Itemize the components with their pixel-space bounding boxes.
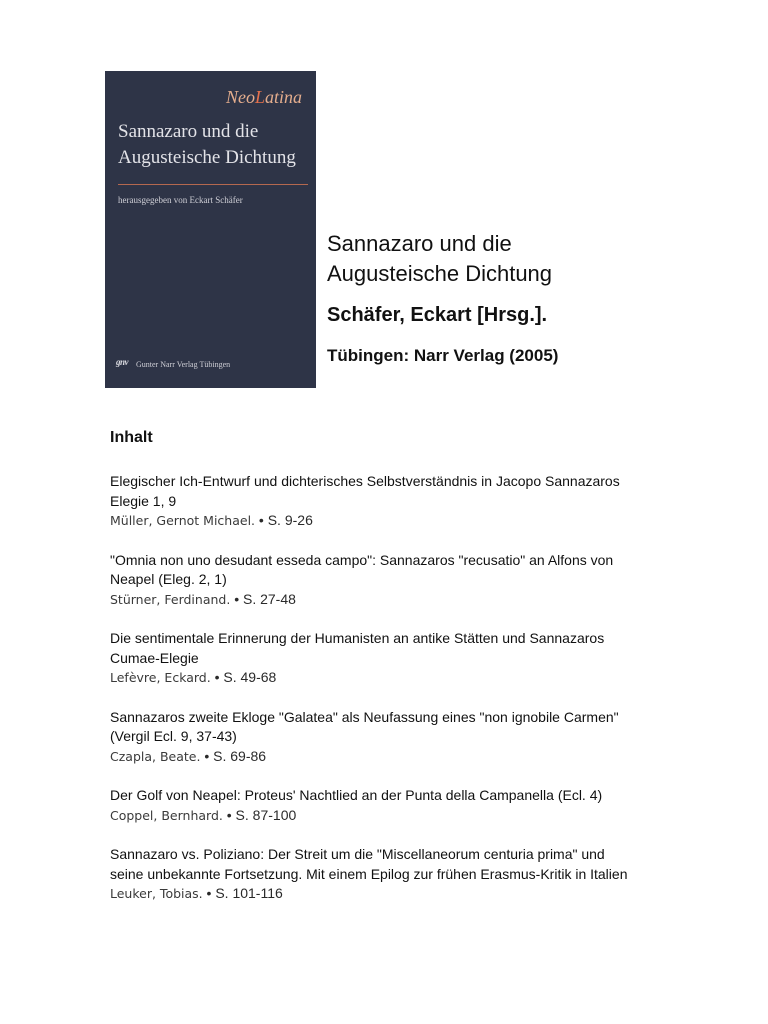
publisher-logo: gnv <box>116 357 128 367</box>
cover-editor: herausgegeben von Eckart Schäfer <box>118 195 243 205</box>
toc-entry-title-line: Sannazaros zweite Ekloge "Galatea" als Neufassung eines "non ignobile Carmen" <box>110 708 619 725</box>
book-title-line: Augusteische Dichtung <box>327 261 553 286</box>
toc-entry-pages: • S. 101-116 <box>206 885 283 901</box>
toc-entry-author: Czapla, Beate. <box>110 748 201 764</box>
toc-entry-title <box>110 786 710 806</box>
toc-entry-meta <box>110 747 710 767</box>
table-of-contents <box>110 472 710 924</box>
toc-entry-title <box>110 845 710 884</box>
book-publisher: Tübingen: Narr Verlag (2005) <box>327 346 559 365</box>
toc-entry <box>110 708 710 767</box>
toc-entry-meta <box>110 590 710 610</box>
toc-entry <box>110 786 710 825</box>
toc-entry-title-line: Cumae-Elegie <box>110 649 199 666</box>
toc-entry-title <box>110 551 710 590</box>
book-title-line: Sannazaro und die <box>327 231 512 256</box>
toc-entry-title-line: Sannazaro vs. Poliziano: Der Streit um die "Miscellaneorum centuria prima" und <box>110 846 605 862</box>
toc-entry-pages: • S. 69-86 <box>204 747 267 764</box>
toc-entry-author: Stürner, Ferdinand. <box>110 591 231 607</box>
toc-entry-meta <box>110 668 710 688</box>
toc-entry-title <box>110 629 710 668</box>
toc-entry-title-line: Elegie 1, 9 <box>110 492 177 509</box>
toc-entry-title-line: seine unbekannte Fortsetzung. Mit einem Epilog zur frühen Erasmus-Kritik in Italien <box>110 865 628 882</box>
toc-entry-title-line: Die sentimentale Erinnerung der Humanisten an antike Stätten und Sannazaros <box>110 630 605 646</box>
book-author: Schäfer, Eckart [Hrsg.]. <box>327 304 548 326</box>
toc-entry-pages: • S. 49-68 <box>214 669 277 685</box>
toc-entry-author: Müller, Gernot Michael. <box>110 513 256 528</box>
toc-entry-title-line: Der Golf von Neapel: Proteus' Nachtlied an der Punta della Campanella (Ecl. 4) <box>110 787 603 803</box>
toc-entry-title <box>110 708 710 747</box>
book-title <box>327 229 552 289</box>
toc-entry-title-line: Elegischer Ich-Entwurf und dichterisches Selbstverständnis in Jacopo Sannazaros <box>110 473 620 489</box>
toc-entry-title-line: Neapel (Eleg. 2, 1) <box>110 571 227 587</box>
toc-entry-pages: • S. 9-26 <box>258 512 313 528</box>
toc-entry-title-line: (Vergil Ecl. 9, 37-43) <box>110 728 237 744</box>
toc-entry-meta <box>110 806 710 826</box>
contents-heading: Inhalt <box>110 429 153 446</box>
toc-entry-pages: • S. 27-48 <box>234 590 296 607</box>
cover-publisher: Gunter Narr Verlag Tübingen <box>136 360 231 369</box>
toc-entry-meta <box>110 884 710 904</box>
toc-entry-author: Coppel, Bernhard. <box>110 807 223 823</box>
toc-entry <box>110 551 710 610</box>
toc-entry <box>110 472 710 531</box>
cover-title-line: Augusteische Dichtung <box>118 147 296 168</box>
toc-entry-author: Leuker, Tobias. <box>110 886 203 901</box>
toc-entry-pages: • S. 87-100 <box>226 806 297 823</box>
cover-title-line: Sannazaro und die <box>118 121 259 142</box>
cover-series-name: NeoLatina <box>225 87 302 107</box>
cover-divider <box>118 184 308 185</box>
toc-entry <box>110 845 710 904</box>
cover-title <box>118 119 313 171</box>
toc-entry-author: Lefèvre, Eckard. <box>110 670 211 685</box>
toc-entry-title <box>110 472 710 511</box>
toc-entry-title-line: "Omnia non uno desudant esseda campo": Sannazaros "recusatio" an Alfons von <box>110 551 614 568</box>
toc-entry-meta <box>110 511 710 531</box>
toc-entry <box>110 629 710 688</box>
book-cover-image <box>105 71 316 388</box>
